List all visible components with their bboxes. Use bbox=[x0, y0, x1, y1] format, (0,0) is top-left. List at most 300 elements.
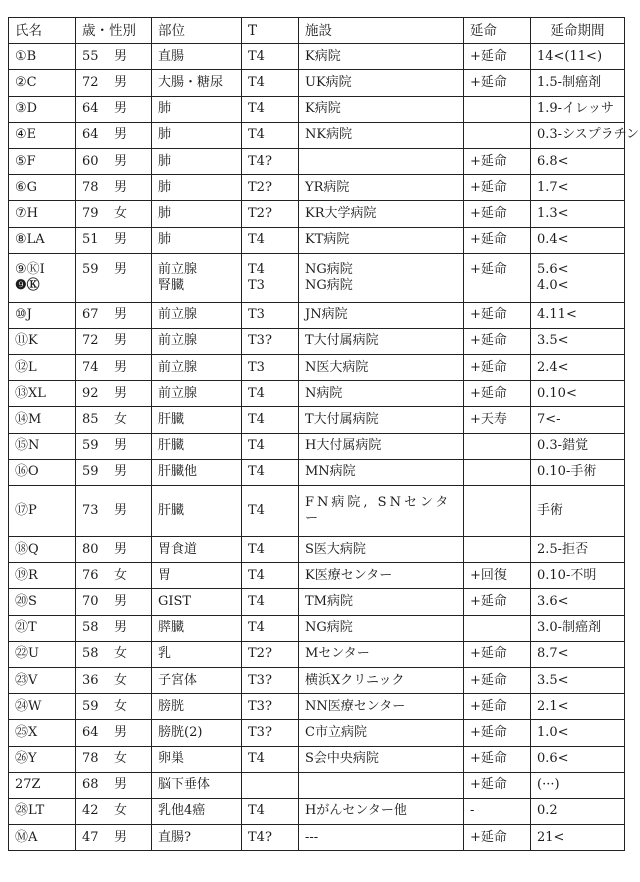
cell-site: 前立腺 bbox=[152, 381, 242, 407]
cell-facility: K病院 bbox=[299, 96, 464, 122]
cell-age-sex bbox=[76, 175, 152, 201]
cell-name: ⑩J bbox=[9, 302, 76, 328]
table-row bbox=[9, 201, 625, 227]
cell-period: 1.0< bbox=[531, 720, 625, 746]
cell-period: 14<(11<) bbox=[531, 44, 625, 70]
table-row bbox=[9, 433, 625, 459]
cell-name: ⑳S bbox=[9, 589, 76, 615]
cell-age: 59 bbox=[82, 438, 99, 454]
table-row bbox=[9, 148, 625, 174]
cell-facility: N医大病院 bbox=[299, 355, 464, 381]
table-row bbox=[9, 355, 625, 381]
cell-facility bbox=[299, 148, 464, 174]
cell-site: 肝臓 bbox=[152, 486, 242, 537]
cell-extension: +延命 bbox=[464, 175, 531, 201]
cell-sex: 女 bbox=[114, 751, 128, 767]
cell-name: ②C bbox=[9, 70, 76, 96]
cell-extension: - bbox=[464, 798, 531, 824]
cell-site: 膵臓 bbox=[152, 615, 242, 641]
table-row bbox=[9, 772, 625, 798]
cell-age-sex bbox=[76, 381, 152, 407]
cell-age-sex bbox=[76, 825, 152, 851]
cell-facility: H大付属病院 bbox=[299, 433, 464, 459]
cell-site: 膀胱 bbox=[152, 694, 242, 720]
cell-name: ㉖Y bbox=[9, 746, 76, 772]
cell-name: ⑰P bbox=[9, 486, 76, 537]
cell-t: T3? bbox=[242, 720, 299, 746]
cell-sex: 男 bbox=[114, 541, 128, 557]
cell-name: ⑱Q bbox=[9, 537, 76, 563]
cell-t: T4? bbox=[242, 148, 299, 174]
cell-t: T3 bbox=[242, 278, 299, 303]
cell-sex: 男 bbox=[114, 48, 128, 64]
cell-facility: KT病院 bbox=[299, 227, 464, 253]
cell-period: 1.3< bbox=[531, 201, 625, 227]
cell-period: 3.6< bbox=[531, 589, 625, 615]
table-row bbox=[9, 589, 625, 615]
cell-extension bbox=[464, 433, 531, 459]
cell-age: 58 bbox=[82, 646, 99, 662]
cell-period: 2.5-拒否 bbox=[531, 537, 625, 563]
table-row bbox=[9, 175, 625, 201]
cell-age: 76 bbox=[82, 567, 99, 583]
cell-site: 卵巣 bbox=[152, 746, 242, 772]
cell-name: ⑲R bbox=[9, 563, 76, 589]
cell-period: 5.6< bbox=[531, 253, 625, 278]
cell-facility: TM病院 bbox=[299, 589, 464, 615]
cell-extension: +延命 bbox=[464, 44, 531, 70]
cell-facility: K病院 bbox=[299, 44, 464, 70]
cell-facility: S会中央病院 bbox=[299, 746, 464, 772]
cell-age-sex bbox=[76, 227, 152, 253]
cell-sex: 男 bbox=[114, 153, 128, 169]
table-row bbox=[9, 486, 625, 537]
cell-sex: 女 bbox=[114, 412, 128, 428]
cell-period: 0.10< bbox=[531, 381, 625, 407]
cell-extension: +延命 bbox=[464, 694, 531, 720]
cell-facility bbox=[299, 772, 464, 798]
cell-t: T3 bbox=[242, 302, 299, 328]
table-row bbox=[9, 615, 625, 641]
cell-extension: +延命 bbox=[464, 825, 531, 851]
cell-age-sex bbox=[76, 589, 152, 615]
cell-period: 21< bbox=[531, 825, 625, 851]
cell-t: T4 bbox=[242, 589, 299, 615]
cell-age-sex bbox=[76, 302, 152, 328]
cell-sex: 男 bbox=[114, 307, 128, 323]
cell-t: T4 bbox=[242, 253, 299, 278]
cell-period: 4.0< bbox=[531, 278, 625, 303]
cell-age-sex bbox=[76, 96, 152, 122]
cell-name: ⓂA bbox=[9, 825, 76, 851]
cell-t: T4 bbox=[242, 615, 299, 641]
cell-site: 前立腺 bbox=[152, 328, 242, 354]
cell-age-sex bbox=[76, 70, 152, 96]
cell-extension: +延命 bbox=[464, 746, 531, 772]
cell-period: 3.5< bbox=[531, 667, 625, 693]
cell-sex: 男 bbox=[114, 829, 128, 845]
table-row bbox=[9, 825, 625, 851]
cell-age: 51 bbox=[82, 232, 99, 248]
cell-age: 60 bbox=[82, 153, 99, 169]
cell-site: 肺 bbox=[152, 96, 242, 122]
cell-age: 59 bbox=[82, 698, 99, 714]
cell-age-sex bbox=[76, 44, 152, 70]
table-row bbox=[9, 667, 625, 693]
cell-facility: KR大学病院 bbox=[299, 201, 464, 227]
cell-age-sex bbox=[76, 694, 152, 720]
header-site: 部位 bbox=[152, 18, 242, 44]
cell-facility: UK病院 bbox=[299, 70, 464, 96]
header-name: 氏名 bbox=[9, 18, 76, 44]
cell-age: 59 bbox=[82, 464, 99, 480]
cell-extension bbox=[464, 278, 531, 303]
cell-t: T3 bbox=[242, 355, 299, 381]
cell-age: 42 bbox=[82, 803, 99, 819]
cell-facility: YR病院 bbox=[299, 175, 464, 201]
cell-sex: 男 bbox=[114, 724, 128, 740]
cell-name: ㉓V bbox=[9, 667, 76, 693]
cell-age: 58 bbox=[82, 620, 99, 636]
header-row bbox=[9, 18, 625, 44]
cell-sex: 男 bbox=[114, 503, 128, 518]
cell-age: 36 bbox=[82, 672, 99, 688]
cell-name: ⑭M bbox=[9, 407, 76, 433]
cell-facility: Mセンター bbox=[299, 641, 464, 667]
cell-age: 64 bbox=[82, 127, 99, 143]
cell-site: 前立腺 bbox=[152, 355, 242, 381]
cell-extension: +延命 bbox=[464, 667, 531, 693]
cell-name: ㉕X bbox=[9, 720, 76, 746]
cell-facility bbox=[299, 486, 464, 537]
cell-name: ⑦H bbox=[9, 201, 76, 227]
table-row bbox=[9, 407, 625, 433]
cell-period: 1.5-制癌剤 bbox=[531, 70, 625, 96]
cell-site: 胃 bbox=[152, 563, 242, 589]
cell-age: 67 bbox=[82, 307, 99, 323]
cell-age-sex bbox=[76, 746, 152, 772]
table-body bbox=[9, 44, 640, 851]
cell-t: T3? bbox=[242, 694, 299, 720]
cell-name: ⑨ⓀI bbox=[9, 253, 76, 278]
cell-facility: T大付属病院 bbox=[299, 328, 464, 354]
table-row bbox=[9, 537, 625, 563]
table-row bbox=[9, 746, 625, 772]
cell-t: T4 bbox=[242, 459, 299, 485]
table-row bbox=[9, 302, 625, 328]
cell-period: 3.0-制癌剤 bbox=[531, 615, 625, 641]
cell-site: 前立腺 bbox=[152, 302, 242, 328]
cell-age: 74 bbox=[82, 359, 99, 375]
table-row bbox=[9, 253, 625, 278]
cell-t: T2? bbox=[242, 175, 299, 201]
cell-name: 27Z bbox=[9, 772, 76, 798]
cell-sex: 男 bbox=[114, 232, 128, 248]
cell-facility: T大付属病院 bbox=[299, 407, 464, 433]
cell-site: 大腸・糖尿 bbox=[152, 70, 242, 96]
table-row bbox=[9, 381, 625, 407]
cell-name: ①B bbox=[9, 44, 76, 70]
cell-extension: +延命 bbox=[464, 148, 531, 174]
cell-facility: S医大病院 bbox=[299, 537, 464, 563]
cell-sex: 女 bbox=[114, 672, 128, 688]
cell-age: 85 bbox=[82, 412, 99, 428]
cell-period: 8.7< bbox=[531, 641, 625, 667]
cell-age: 55 bbox=[82, 48, 99, 64]
cell-name: ⑬XL bbox=[9, 381, 76, 407]
cell-period: (···) bbox=[531, 772, 625, 798]
cell-period: 0.10-不明 bbox=[531, 563, 625, 589]
cell-facility-line2: ー bbox=[305, 511, 322, 526]
cell-extension: +延命 bbox=[464, 201, 531, 227]
cell-period: 6.8< bbox=[531, 148, 625, 174]
cell-name: ⑧LA bbox=[9, 227, 76, 253]
cell-extension bbox=[464, 122, 531, 148]
cell-site: 肺 bbox=[152, 201, 242, 227]
cell-age: 80 bbox=[82, 541, 99, 557]
header-facility: 施設 bbox=[299, 18, 464, 44]
cell-site: 乳他4癌 bbox=[152, 798, 242, 824]
cell-site: 胃食道 bbox=[152, 537, 242, 563]
table-row bbox=[9, 641, 625, 667]
cell-name: ⑤F bbox=[9, 148, 76, 174]
table-row bbox=[9, 459, 625, 485]
cell-age-sex bbox=[76, 328, 152, 354]
cell-age-sex bbox=[76, 563, 152, 589]
cell-name: ⑪K bbox=[9, 328, 76, 354]
cell-site: 子宮体 bbox=[152, 667, 242, 693]
cell-age: 70 bbox=[82, 593, 99, 609]
patient-table bbox=[8, 17, 640, 851]
cell-extension: +延命 bbox=[464, 772, 531, 798]
cell-extension bbox=[464, 615, 531, 641]
header-period: 延命期間 bbox=[531, 18, 625, 44]
cell-period: 0.2 bbox=[531, 798, 625, 824]
cell-site: 乳 bbox=[152, 641, 242, 667]
cell-age-sex bbox=[76, 355, 152, 381]
table-row bbox=[9, 122, 625, 148]
cell-t: T4 bbox=[242, 563, 299, 589]
cell-period: 手術 bbox=[531, 486, 625, 537]
cell-t: T3? bbox=[242, 667, 299, 693]
cell-period: 0.10-手術 bbox=[531, 459, 625, 485]
cell-sex: 男 bbox=[114, 359, 128, 375]
cell-extension: +延命 bbox=[464, 720, 531, 746]
cell-t: T4 bbox=[242, 746, 299, 772]
table-row bbox=[9, 70, 625, 96]
cell-site: 膀胱(2) bbox=[152, 720, 242, 746]
cell-age-sex bbox=[76, 433, 152, 459]
cell-age-sex bbox=[76, 278, 152, 303]
cell-sex: 男 bbox=[114, 101, 128, 117]
table-row bbox=[9, 44, 625, 70]
cell-sex: 男 bbox=[114, 179, 128, 195]
table-row bbox=[9, 563, 625, 589]
cell-name: ㉑T bbox=[9, 615, 76, 641]
table-row bbox=[9, 798, 625, 824]
cell-name: ⑥G bbox=[9, 175, 76, 201]
cell-t: T4 bbox=[242, 227, 299, 253]
cell-t: T4 bbox=[242, 381, 299, 407]
cell-extension bbox=[464, 537, 531, 563]
cell-name: ④E bbox=[9, 122, 76, 148]
cell-t bbox=[242, 772, 299, 798]
cell-facility: 横浜Xクリニック bbox=[299, 667, 464, 693]
cell-extension bbox=[464, 459, 531, 485]
cell-facility: N病院 bbox=[299, 381, 464, 407]
cell-site: 肺 bbox=[152, 227, 242, 253]
cell-t: T4 bbox=[242, 433, 299, 459]
cell-facility: JN病院 bbox=[299, 302, 464, 328]
cell-age: 73 bbox=[82, 503, 99, 518]
cell-age-sex bbox=[76, 720, 152, 746]
cell-period: 2.1< bbox=[531, 694, 625, 720]
cell-t: T4 bbox=[242, 486, 299, 537]
header-extension: 延命 bbox=[464, 18, 531, 44]
cell-site: 直腸 bbox=[152, 44, 242, 70]
cell-facility: NG病院 bbox=[299, 615, 464, 641]
table-row bbox=[9, 278, 625, 303]
cell-sex: 男 bbox=[114, 620, 128, 636]
cell-sex: 男 bbox=[114, 127, 128, 143]
cell-extension: +延命 bbox=[464, 641, 531, 667]
header-age-sex: 歳・性別 bbox=[76, 18, 152, 44]
cell-age-sex bbox=[76, 798, 152, 824]
cell-period: 4.11< bbox=[531, 302, 625, 328]
table-row bbox=[9, 227, 625, 253]
cell-site: 肺 bbox=[152, 122, 242, 148]
cell-site: 脳下垂体 bbox=[152, 772, 242, 798]
cell-facility: NK病院 bbox=[299, 122, 464, 148]
cell-sex: 男 bbox=[114, 261, 128, 277]
cell-t: T4 bbox=[242, 537, 299, 563]
cell-sex: 男 bbox=[114, 777, 128, 793]
cell-sex: 女 bbox=[114, 205, 128, 221]
cell-name: ③D bbox=[9, 96, 76, 122]
cell-site: 腎臓 bbox=[152, 278, 242, 303]
cell-extension: +延命 bbox=[464, 70, 531, 96]
cell-name: ㉒U bbox=[9, 641, 76, 667]
cell-site: 肺 bbox=[152, 148, 242, 174]
cell-sex: 男 bbox=[114, 438, 128, 454]
cell-t: T4 bbox=[242, 96, 299, 122]
header-t: T bbox=[242, 18, 299, 44]
cell-extension: +延命 bbox=[464, 381, 531, 407]
cell-extension: +延命 bbox=[464, 302, 531, 328]
cell-t: T2? bbox=[242, 641, 299, 667]
cell-t: T2? bbox=[242, 201, 299, 227]
cell-age-sex bbox=[76, 201, 152, 227]
cell-facility: NG病院 bbox=[299, 278, 464, 303]
cell-extension bbox=[464, 96, 531, 122]
cell-facility: K医療センター bbox=[299, 563, 464, 589]
cell-sex: 女 bbox=[114, 803, 128, 819]
cell-extension: +延命 bbox=[464, 589, 531, 615]
cell-age: 78 bbox=[82, 179, 99, 195]
cell-site: 肝臓 bbox=[152, 407, 242, 433]
cell-period: 3.5< bbox=[531, 328, 625, 354]
cell-age-sex bbox=[76, 148, 152, 174]
cell-extension: +延命 bbox=[464, 253, 531, 278]
cell-extension: +天寿 bbox=[464, 407, 531, 433]
cell-name: ㉔W bbox=[9, 694, 76, 720]
cell-name: ⑮N bbox=[9, 433, 76, 459]
cell-age: 59 bbox=[82, 261, 99, 277]
cell-facility: C市立病院 bbox=[299, 720, 464, 746]
cell-age: 64 bbox=[82, 724, 99, 740]
cell-t: T4 bbox=[242, 798, 299, 824]
cell-age-sex bbox=[76, 537, 152, 563]
cell-period: 0.4< bbox=[531, 227, 625, 253]
cell-age: 64 bbox=[82, 101, 99, 117]
cell-extension: +回復 bbox=[464, 563, 531, 589]
cell-t: T4 bbox=[242, 407, 299, 433]
table-row bbox=[9, 720, 625, 746]
table-row bbox=[9, 328, 625, 354]
cell-sex: 男 bbox=[114, 385, 128, 401]
cell-sex: 女 bbox=[114, 646, 128, 662]
cell-period: 7<- bbox=[531, 407, 625, 433]
cell-facility: NN医療センター bbox=[299, 694, 464, 720]
cell-age-sex bbox=[76, 122, 152, 148]
cell-extension: +延命 bbox=[464, 328, 531, 354]
cell-t: T4 bbox=[242, 44, 299, 70]
cell-extension: +延命 bbox=[464, 355, 531, 381]
cell-facility: Hがんセンター他 bbox=[299, 798, 464, 824]
cell-age: 68 bbox=[82, 777, 99, 793]
cell-sex: 男 bbox=[114, 464, 128, 480]
cell-age: 92 bbox=[82, 385, 99, 401]
document-sheet bbox=[8, 17, 640, 851]
cell-sex: 男 bbox=[114, 593, 128, 609]
cell-site: 前立腺 bbox=[152, 253, 242, 278]
cell-period: 0.6< bbox=[531, 746, 625, 772]
cell-age: 78 bbox=[82, 751, 99, 767]
cell-facility: --- bbox=[299, 825, 464, 851]
cell-period: 0.3-シスプラチン bbox=[531, 122, 625, 148]
cell-age: 72 bbox=[82, 74, 99, 90]
cell-period: 0.3-錯覚 bbox=[531, 433, 625, 459]
cell-extension: +延命 bbox=[464, 227, 531, 253]
table-row bbox=[9, 694, 625, 720]
cell-name: ⑯O bbox=[9, 459, 76, 485]
cell-age: 72 bbox=[82, 333, 99, 349]
cell-t: T4 bbox=[242, 122, 299, 148]
cell-extension bbox=[464, 486, 531, 537]
cell-age-sex bbox=[76, 459, 152, 485]
cell-site: 肝臓 bbox=[152, 433, 242, 459]
cell-site: GIST bbox=[152, 589, 242, 615]
cell-facility-line1: FN病院, SNセンタ bbox=[305, 495, 452, 510]
cell-age-sex bbox=[76, 486, 152, 537]
cell-name: ㉘LT bbox=[9, 798, 76, 824]
cell-facility: MN病院 bbox=[299, 459, 464, 485]
cell-t: T3? bbox=[242, 328, 299, 354]
cell-age-sex bbox=[76, 641, 152, 667]
cell-sex: 女 bbox=[114, 698, 128, 714]
cell-age: 47 bbox=[82, 829, 99, 845]
cell-t: T4 bbox=[242, 70, 299, 96]
cell-age-sex bbox=[76, 615, 152, 641]
cell-site: 肺 bbox=[152, 175, 242, 201]
cell-name: ⑫L bbox=[9, 355, 76, 381]
cell-period: 1.9-イレッサ bbox=[531, 96, 625, 122]
cell-age-sex bbox=[76, 253, 152, 278]
cell-sex: 男 bbox=[114, 74, 128, 90]
cell-age-sex bbox=[76, 772, 152, 798]
cell-sex: 女 bbox=[114, 567, 128, 583]
cell-age-sex bbox=[76, 407, 152, 433]
